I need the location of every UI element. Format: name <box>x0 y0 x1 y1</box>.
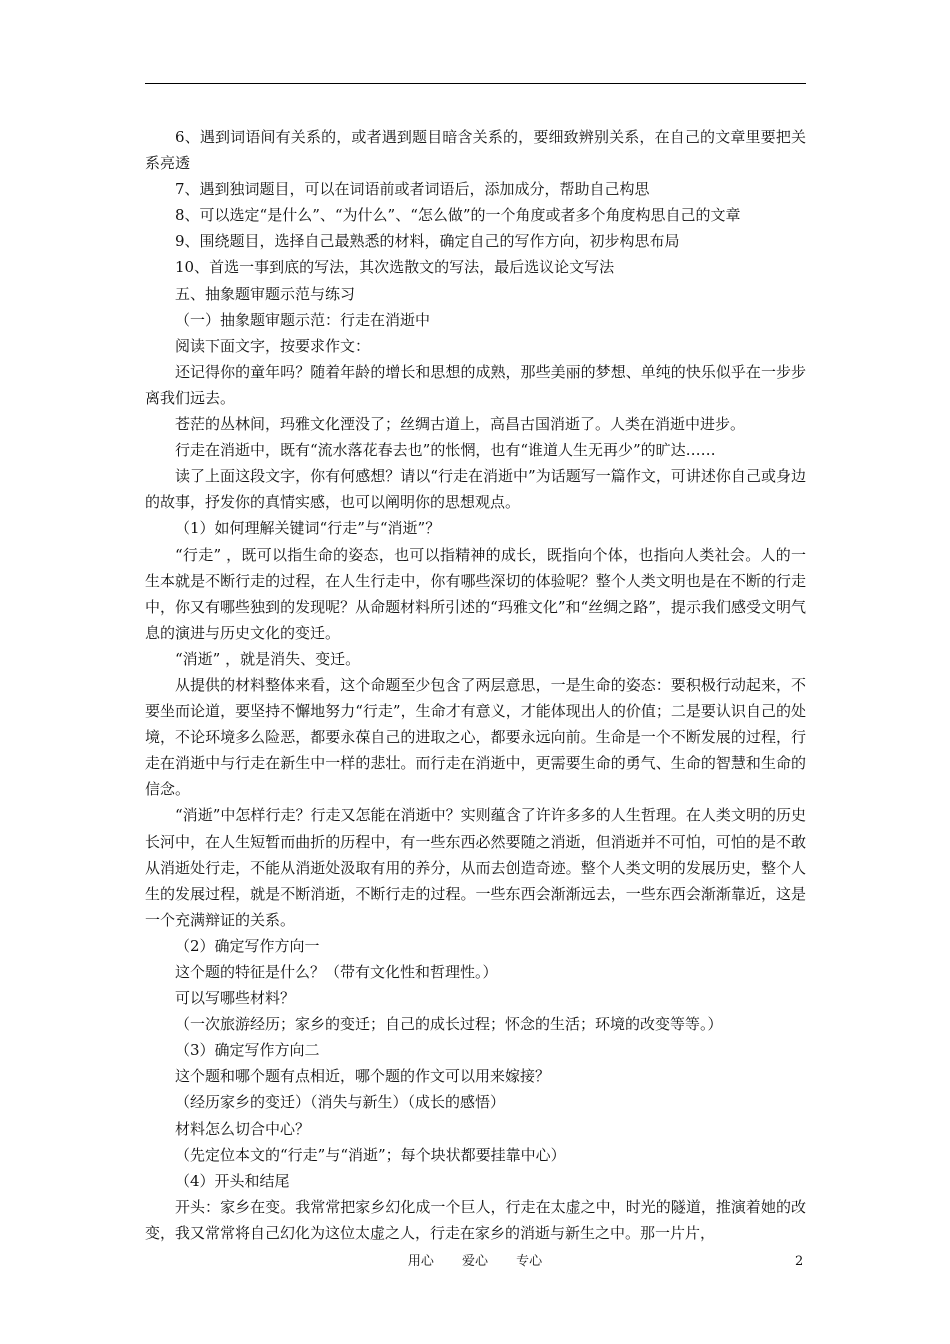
paragraph: 7、遇到独词题目，可以在词语前或者词语后，添加成分，帮助自己构思 <box>175 180 650 199</box>
paragraph: （先定位本文的“行走”与“消逝”；每个块状都要挂靠中心） <box>175 1145 566 1164</box>
paragraph: 阅读下面文字，按要求作文： <box>175 336 371 355</box>
paragraph: 8、可以选定“是什么”、“为什么”、“怎么做”的一个角度或者多个角度构思自己的文章 <box>175 206 741 225</box>
paragraph: （一次旅游经历；家乡的变迁；自己的成长过程；怀念的生活；环境的改变等等。） <box>175 1015 723 1034</box>
paragraph: 这个题的特征是什么？（带有文化性和哲理性。） <box>175 963 498 981</box>
paragraph: 行走在消逝中，既有“流水落花春去也”的怅惘，也有“谁道人生无再少”的旷达…… <box>175 441 716 460</box>
paragraph: 可以写哪些材料？ <box>175 989 296 1008</box>
paragraph: “行走” ，既可以指生命的姿态，也可以指精神的成长，既指向个体，也指向人类社会。人的一生本就是不断行走的过程，在人生行走中，你有哪些深切的体验呢？整个人类文明也是在不断的行走中，你又有哪些独到的发现呢？从命题材料所引述的“玛雅文化”和“丝绸之路”，提示我们感受文明气息的演进与历史文化的变迁。 <box>145 545 806 642</box>
paragraph: 9、围绕题目，选择自己最熟悉的材料，确定自己的写作方向，初步构思布局 <box>175 232 680 251</box>
subsection-heading: （一）抽象题审题示范：行走在消逝中 <box>175 310 431 329</box>
question-heading: （3）确定写作方向二 <box>175 1041 320 1060</box>
footer-motto-1: 用心 <box>407 1254 434 1269</box>
paragraph: 开头：家乡在变。我常常把家乡幻化成一个巨人，行走在太虚之中，时光的隧道，推演着她的改变，我又常常将自己幻化为这位太虚之人，行走在家乡的消逝与新生之中。那一片片， <box>145 1197 806 1242</box>
footer-motto <box>0 1251 950 1273</box>
question-heading: （1）如何理解关键词“行走”与“消逝”？ <box>175 519 441 538</box>
document-body <box>145 124 806 1246</box>
footer-motto-2: 爱心 <box>461 1254 488 1269</box>
question-heading: （4）开头和结尾 <box>175 1171 290 1190</box>
paragraph: 10、首选一事到底的写法，其次选散文的写法，最后选议论文写法 <box>175 258 615 277</box>
question-heading: （2）确定写作方向一 <box>175 936 320 955</box>
paragraph: “消逝” ，就是消失、变迁。 <box>175 649 361 668</box>
page-number: 2 <box>795 1254 804 1269</box>
paragraph: （经历家乡的变迁）（消失与新生）（成长的感悟） <box>175 1093 506 1112</box>
paragraph: 读了上面这段文字，你有何感想？请以“行走在消逝中”为话题写一篇作文，可讲述你自己或身边的故事，抒发你的真情实感，也可以阐明你的思想观点。 <box>145 467 806 512</box>
paragraph: “消逝”中怎样行走？行走又怎能在消逝中？实则蕴含了许许多多的人生哲理。在人类文明的历史长河中，在人生短暂而曲折的历程中，有一些东西必然要随之消逝，但消逝并不可怕，可怕的是不敢从消逝处行走，不能从消逝处汲取有用的养分，从而去创造奇迹。整个人类文明的发展历史，整个人生的发展过程，就是不断消逝，不断行走的过程。一些东西会渐渐远去，一些东西会渐渐靠近，这是一个充满辩证的关系。 <box>145 806 806 929</box>
paragraph: 从提供的材料整体来看，这个命题至少包含了两层意思，一是生命的姿态：要积极行动起来，不要坐而论道，要坚持不懈地努力“行走”，生命才有意义，才能体现出人的价值；二是要认识自己的处境，不论环境多么险恶，都要永葆自己的进取之心，都要永远向前。生命是一个不断发展的过程，行走在消逝中与行走在新生中一样的悲壮。而行走在消逝中，更需要生命的勇气、生命的智慧和生命的信念。 <box>145 675 806 799</box>
page-footer <box>0 1251 950 1273</box>
section-heading: 五、抽象题审题示范与练习 <box>175 284 356 303</box>
paragraph: 还记得你的童年吗？随着年龄的增长和思想的成熟，那些美丽的梦想、单纯的快乐似乎在一步步离我们远去。 <box>145 362 806 407</box>
paragraph: 材料怎么切合中心？ <box>175 1119 311 1138</box>
paragraph: 6、遇到词语间有关系的，或者遇到题目暗含关系的，要细致辨别关系，在自己的文章里要把关系亮透 <box>145 128 806 173</box>
paragraph: 苍茫的丛林间，玛雅文化湮没了；丝绸古道上，高昌古国消逝了。人类在消逝中进步。 <box>175 415 746 434</box>
header-rule <box>145 83 806 84</box>
paragraph: 这个题和哪个题有点相近，哪个题的作文可以用来嫁接？ <box>175 1067 551 1086</box>
footer-motto-3: 专心 <box>516 1254 543 1269</box>
